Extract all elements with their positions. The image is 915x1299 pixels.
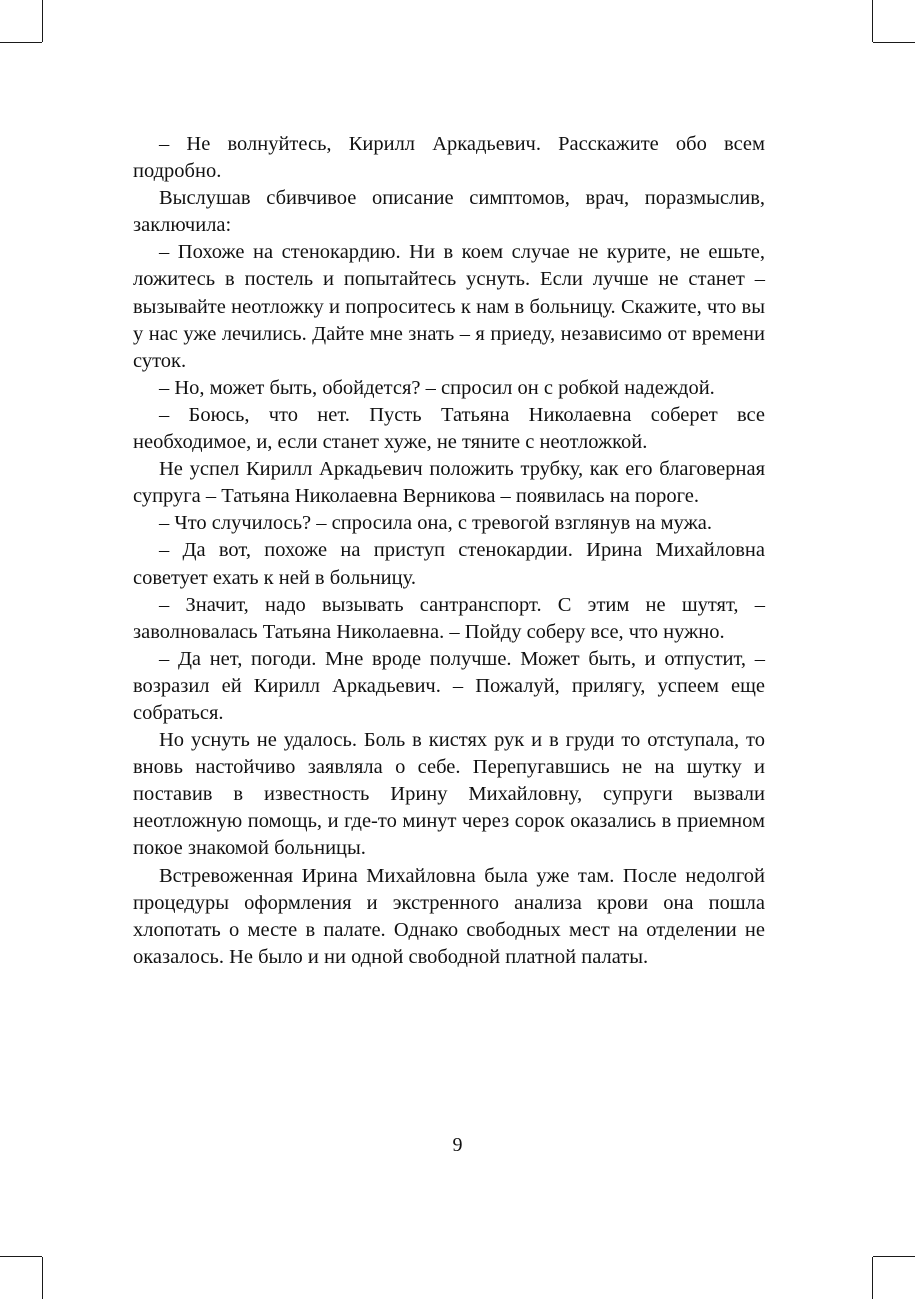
crop-mark-bottom-right-horizontal <box>873 1256 915 1257</box>
paragraph: Не успел Кирилл Аркадьевич положить трубку, как его благоверная супруга – Татьяна Николаевна Верникова – появилась на пороге. <box>133 458 765 508</box>
paragraph: – Не волнуйтесь, Кирилл Аркадьевич. Расскажите обо всем подробно. <box>133 133 765 183</box>
crop-mark-bottom-left-vertical <box>42 1257 43 1299</box>
page-number: 9 <box>452 1134 463 1156</box>
paragraph: – Да вот, похоже на приступ стенокардии. Ирина Михайловна советует ехать к ней в больницу. <box>133 539 765 589</box>
crop-mark-top-right-horizontal <box>873 42 915 43</box>
paragraph: – Похоже на стенокардию. Ни в коем случае не курите, не ешьте, ложитесь в постель и попытайтесь уснуть. Если лучше не станет – вызывайте неотложку и попроситесь к нам в больницу. Скажите, что вы у нас уже лечились. Дайте мне знать – я приеду, независимо от времени суток. <box>133 241 765 372</box>
paragraph: – Что случилось? – спросила она, с тревогой взглянув на мужа. <box>159 512 713 535</box>
crop-mark-bottom-left-horizontal <box>0 1256 42 1257</box>
paragraph: – Боюсь, что нет. Пусть Татьяна Николаевна соберет все необходимое, и, если станет хуже, не тяните с неотложкой. <box>133 403 765 454</box>
crop-mark-top-right-vertical <box>872 0 873 42</box>
paragraph: – Значит, надо вызывать сантранспорт. С этим не шутят, – заволновалась Татьяна Николаевна. – Пойду соберу все, что нужно. <box>133 593 765 643</box>
paragraph: Но уснуть не удалось. Боль в кистях рук и в груди то отступала, то вновь настойчиво заявляла о себе. Перепугавшись не на шутку и поставив в известность Ирину Михайловну, супруги вызвали неотложную помощь, и где-то минут через сорок оказались в приемном покое знакомой больницы. <box>133 729 765 860</box>
crop-mark-top-left-vertical <box>42 0 43 42</box>
paragraph: – Но, может быть, обойдется? – спросил он с робкой надеждой. <box>159 376 715 399</box>
crop-mark-bottom-right-vertical <box>872 1257 873 1299</box>
paragraph: – Да нет, погоди. Мне вроде получше. Может быть, и отпустит, – возразил ей Кирилл Аркадьевич. – Пожалуй, прилягу, успеем еще собраться. <box>133 647 765 724</box>
paragraph: Выслушав сбивчивое описание симптомов, врач, поразмыслив, заключила: <box>133 187 765 237</box>
body-text <box>133 131 765 971</box>
paragraph: Встревоженная Ирина Михайловна была уже там. После недолгой процедуры оформления и экстренного анализа крови она пошла хлопотать о месте в палате. Однако свободных мест на отделении не оказалось. Не было и ни одной свободной платной палаты. <box>133 864 765 968</box>
crop-mark-top-left-horizontal <box>0 42 42 43</box>
